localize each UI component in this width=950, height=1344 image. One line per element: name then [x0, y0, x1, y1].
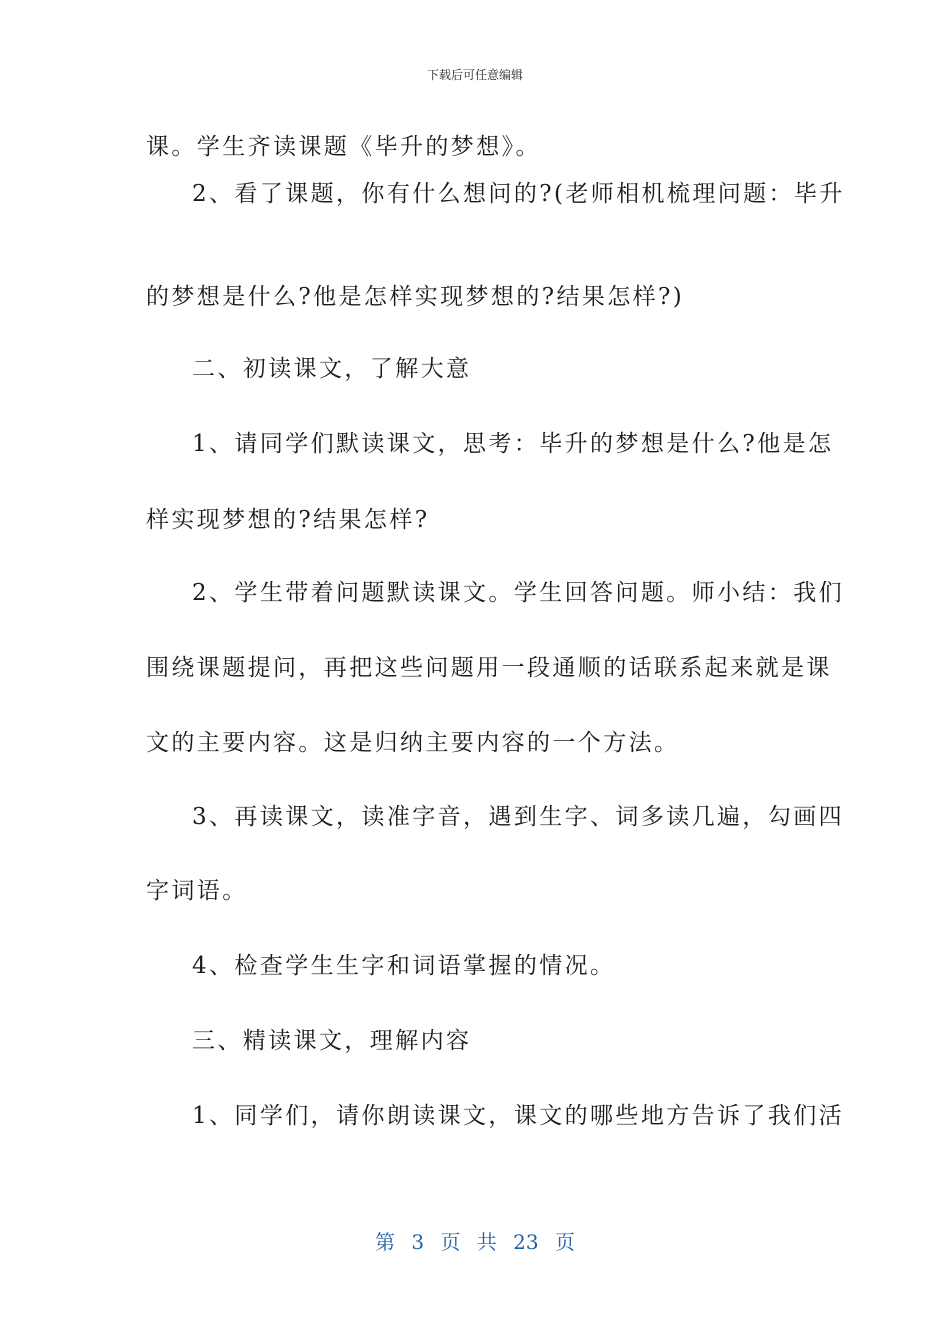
- body-line-2: 2、看了课题，你有什么想问的?(老师相机梳理问题：毕升: [192, 181, 845, 207]
- body-line-5: 1、请同学们默读课文，思考：毕升的梦想是什么?他是怎: [192, 431, 834, 457]
- body-line-10: 3、再读课文，读准字音，遇到生字、词多读几遍，勾画四: [192, 804, 845, 830]
- section-heading-2: 二、初读课文，了解大意: [192, 356, 472, 382]
- body-line-14: 1、同学们，请你朗读课文，课文的哪些地方告诉了我们活: [192, 1103, 845, 1129]
- section-heading-3: 三、精读课文，理解内容: [192, 1028, 472, 1054]
- body-line-6: 样实现梦想的?结果怎样?: [146, 507, 430, 533]
- body-line-1: 课。学生齐读课题《毕升的梦想》。: [146, 134, 541, 160]
- body-line-3: 的梦想是什么?他是怎样实现梦想的?结果怎样?): [146, 284, 685, 310]
- body-line-9: 文的主要内容。这是归纳主要内容的一个方法。: [146, 730, 680, 756]
- body-line-11: 字词语。: [146, 878, 248, 904]
- body-line-8: 围绕课题提问，再把这些问题用一段通顺的话联系起来就是课: [146, 655, 832, 681]
- page-number-footer: 第 3 页 共 23 页: [375, 1230, 575, 1254]
- body-line-7: 2、学生带着问题默读课文。学生回答问题。师小结：我们: [192, 580, 845, 606]
- page-header-note: 下载后可任意编辑: [426, 68, 523, 82]
- body-line-12: 4、检查学生生字和词语掌握的情况。: [192, 953, 616, 979]
